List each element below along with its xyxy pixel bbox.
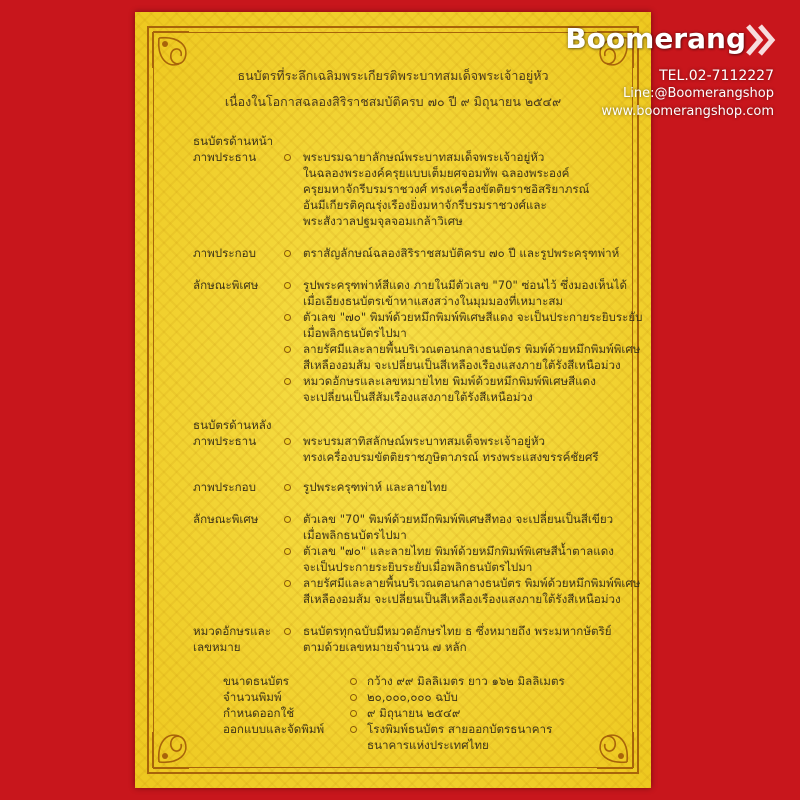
back-special-label: ลักษณะพิเศษ [193,512,259,526]
bullet-icon [284,378,291,385]
front-special-3b: สีเหลืองอมส้ม จะเปลี่ยนเป็นสีเหลืองเรืองแสงภายใต้รังสีเหนือม่วง [303,358,621,372]
front-special-1b: เมื่อเอียงธนบัตรเข้าหาแสงสว่างในมุมมองที่เหมาะสม [303,294,564,308]
front-special-label: ลักษณะพิเศษ [193,278,259,292]
front-main-label: ภาพประธาน [193,150,257,164]
front-special-2b: เมื่อพลิกธนบัตรไปมา [303,326,407,340]
watermark-brand: Boomerang [565,22,746,55]
back-comp-label: ภาพประกอบ [193,480,256,494]
bullet-icon [284,438,291,445]
bullet-icon [284,282,291,289]
front-main-text-3: ครุยมหาจักรีบรมราชวงศ์ ทรงเครื่องขัตติยราชอิสริยาภรณ์ [303,182,590,196]
serial-text-2: ตามด้วยเลขหมายจำนวน ๗ หลัก [303,640,467,654]
front-main-text-4: อันมีเกียรติคุณรุ่งเรืองยิ่งมหาจักรีบรมราชวงศ์และ [303,198,547,212]
back-special-2a: ตัวเลข "๗๐" และลายไทย พิมพ์ด้วยหมึกพิมพ์พิเศษสีน้ำตาลแดง [303,544,614,558]
bullet-icon [350,678,357,685]
back-special-3b: สีเหลืองอมส้ม จะเปลี่ยนเป็นสีเหลืองเรืองแสงภายใต้รังสีเหนือม่วง [303,592,621,606]
spec-value-size: กว้าง ๙๙ มิลลิเมตร ยาว ๑๖๒ มิลลิเมตร [367,674,565,688]
back-special-3a: ลายรัศมีและลายพื้นบริเวณตอนกลางธนบัตร พิมพ์ด้วยหมึกพิมพ์พิเศษ [303,576,641,590]
serial-text-1: ธนบัตรทุกฉบับมีหมวดอักษรไทย ธ ซึ่งหมายถึง พระมหากษัตริย์ [303,624,612,638]
document-title-line2: เนื่องในโอกาสฉลองสิริราชสมบัติครบ ๗๐ ปี ๙ มิถุนายน ๒๕๔๙ [224,94,562,109]
watermark-phone: TEL.02-7112227 [659,68,774,84]
serial-label-2: เลขหมาย [193,640,241,654]
back-main-text-2: ทรงเครื่องบรมขัตติยราชภูษิตาภรณ์ ทรงพระแสงขรรค์ชัยศรี [303,450,599,464]
front-comp-label: ภาพประกอบ [193,246,256,260]
front-main-text-5: พระสังวาลปฐมจุลจอมเกล้าวิเศษ [303,214,463,228]
back-special-1b: เมื่อพลิกธนบัตรไปมา [303,528,407,542]
commemorative-banknote-card [135,12,651,788]
bullet-icon [284,580,291,587]
front-special-4a: หมวดอักษรและเลขหมายไทย พิมพ์ด้วยหมึกพิมพ์พิเศษสีแดง [303,374,596,388]
back-special-1a: ตัวเลข "70" พิมพ์ด้วยหมึกพิมพ์พิเศษสีทอง จะเปลี่ยนเป็นสีเขียว [303,512,614,526]
bullet-icon [350,694,357,701]
serial-label-1: หมวดอักษรและ [193,624,271,638]
spec-label-designer: ออกแบบและจัดพิมพ์ [223,722,325,736]
front-comp-text: ตราสัญลักษณ์ฉลองสิริราชสมบัติครบ ๗๐ ปี และรูปพระครุฑพ่าห์ [303,246,620,260]
front-special-1a: รูปพระครุฑพ่าห์สีแดง ภายในมีตัวเลข "70" ซ่อนไว้ ซึ่งมองเห็นได้ [303,278,627,292]
back-special-2b: จะเป็นประกายระยิบระยับเมื่อพลิกธนบัตรไปมา [303,560,533,574]
bullet-icon [350,726,357,733]
front-special-4b: จะเปลี่ยนเป็นสีส้มเรืองแสงภายใต้รังสีเหนือม่วง [303,390,533,404]
front-main-text-2: ในฉลองพระองค์ครุยแบบเต็มยศจอมทัพ ฉลองพระองค์ [303,166,570,180]
back-main-label: ภาพประธาน [193,434,257,448]
bullet-icon [284,346,291,353]
spec-value-designer-2: ธนาคารแห่งประเทศไทย [367,738,489,752]
chevron-right-icon [742,20,782,60]
bullet-icon [284,484,291,491]
document-title-line1: ธนบัตรที่ระลึกเฉลิมพระเกียรติพระบาทสมเด็จพระเจ้าอยู่หัว [237,68,549,83]
back-heading: ธนบัตรด้านหลัง [193,418,272,432]
spec-value-designer: โรงพิมพ์ธนบัตร สายออกบัตรธนาคาร [367,722,553,736]
back-comp-text: รูปพระครุฑพ่าห์ และลายไทย [303,480,448,494]
front-special-3a: ลายรัศมีและลายพื้นบริเวณตอนกลางธนบัตร พิมพ์ด้วยหมึกพิมพ์พิเศษ [303,342,641,356]
spec-value-quantity: ๒๐,๐๐๐,๐๐๐ ฉบับ [367,690,458,704]
watermark-website: www.boomerangshop.com [601,104,774,119]
watermark-line-id: Line:@Boomerangshop [623,86,774,101]
bullet-icon [350,710,357,717]
bullet-icon [284,628,291,635]
spec-label-quantity: จำนวนพิมพ์ [223,690,282,704]
back-main-text-1: พระบรมสาทิสลักษณ์พระบาทสมเด็จพระเจ้าอยู่หัว [303,434,546,448]
bullet-icon [284,154,291,161]
bullet-icon [284,516,291,523]
document-body [135,12,651,788]
spec-value-issue-date: ๙ มิถุนายน ๒๕๔๙ [367,706,461,720]
front-heading: ธนบัตรด้านหน้า [193,134,274,148]
spec-label-issue-date: กำหนดออกใช้ [223,706,295,720]
front-special-2a: ตัวเลข "๗๐" พิมพ์ด้วยหมึกพิมพ์พิเศษสีแดง จะเป็นประกายระยิบระยับ [303,310,643,324]
front-main-text-1: พระบรมฉายาลักษณ์พระบาทสมเด็จพระเจ้าอยู่หัว [303,150,545,164]
bullet-icon [284,548,291,555]
bullet-icon [284,314,291,321]
spec-label-size: ขนาดธนบัตร [223,674,290,688]
bullet-icon [284,250,291,257]
